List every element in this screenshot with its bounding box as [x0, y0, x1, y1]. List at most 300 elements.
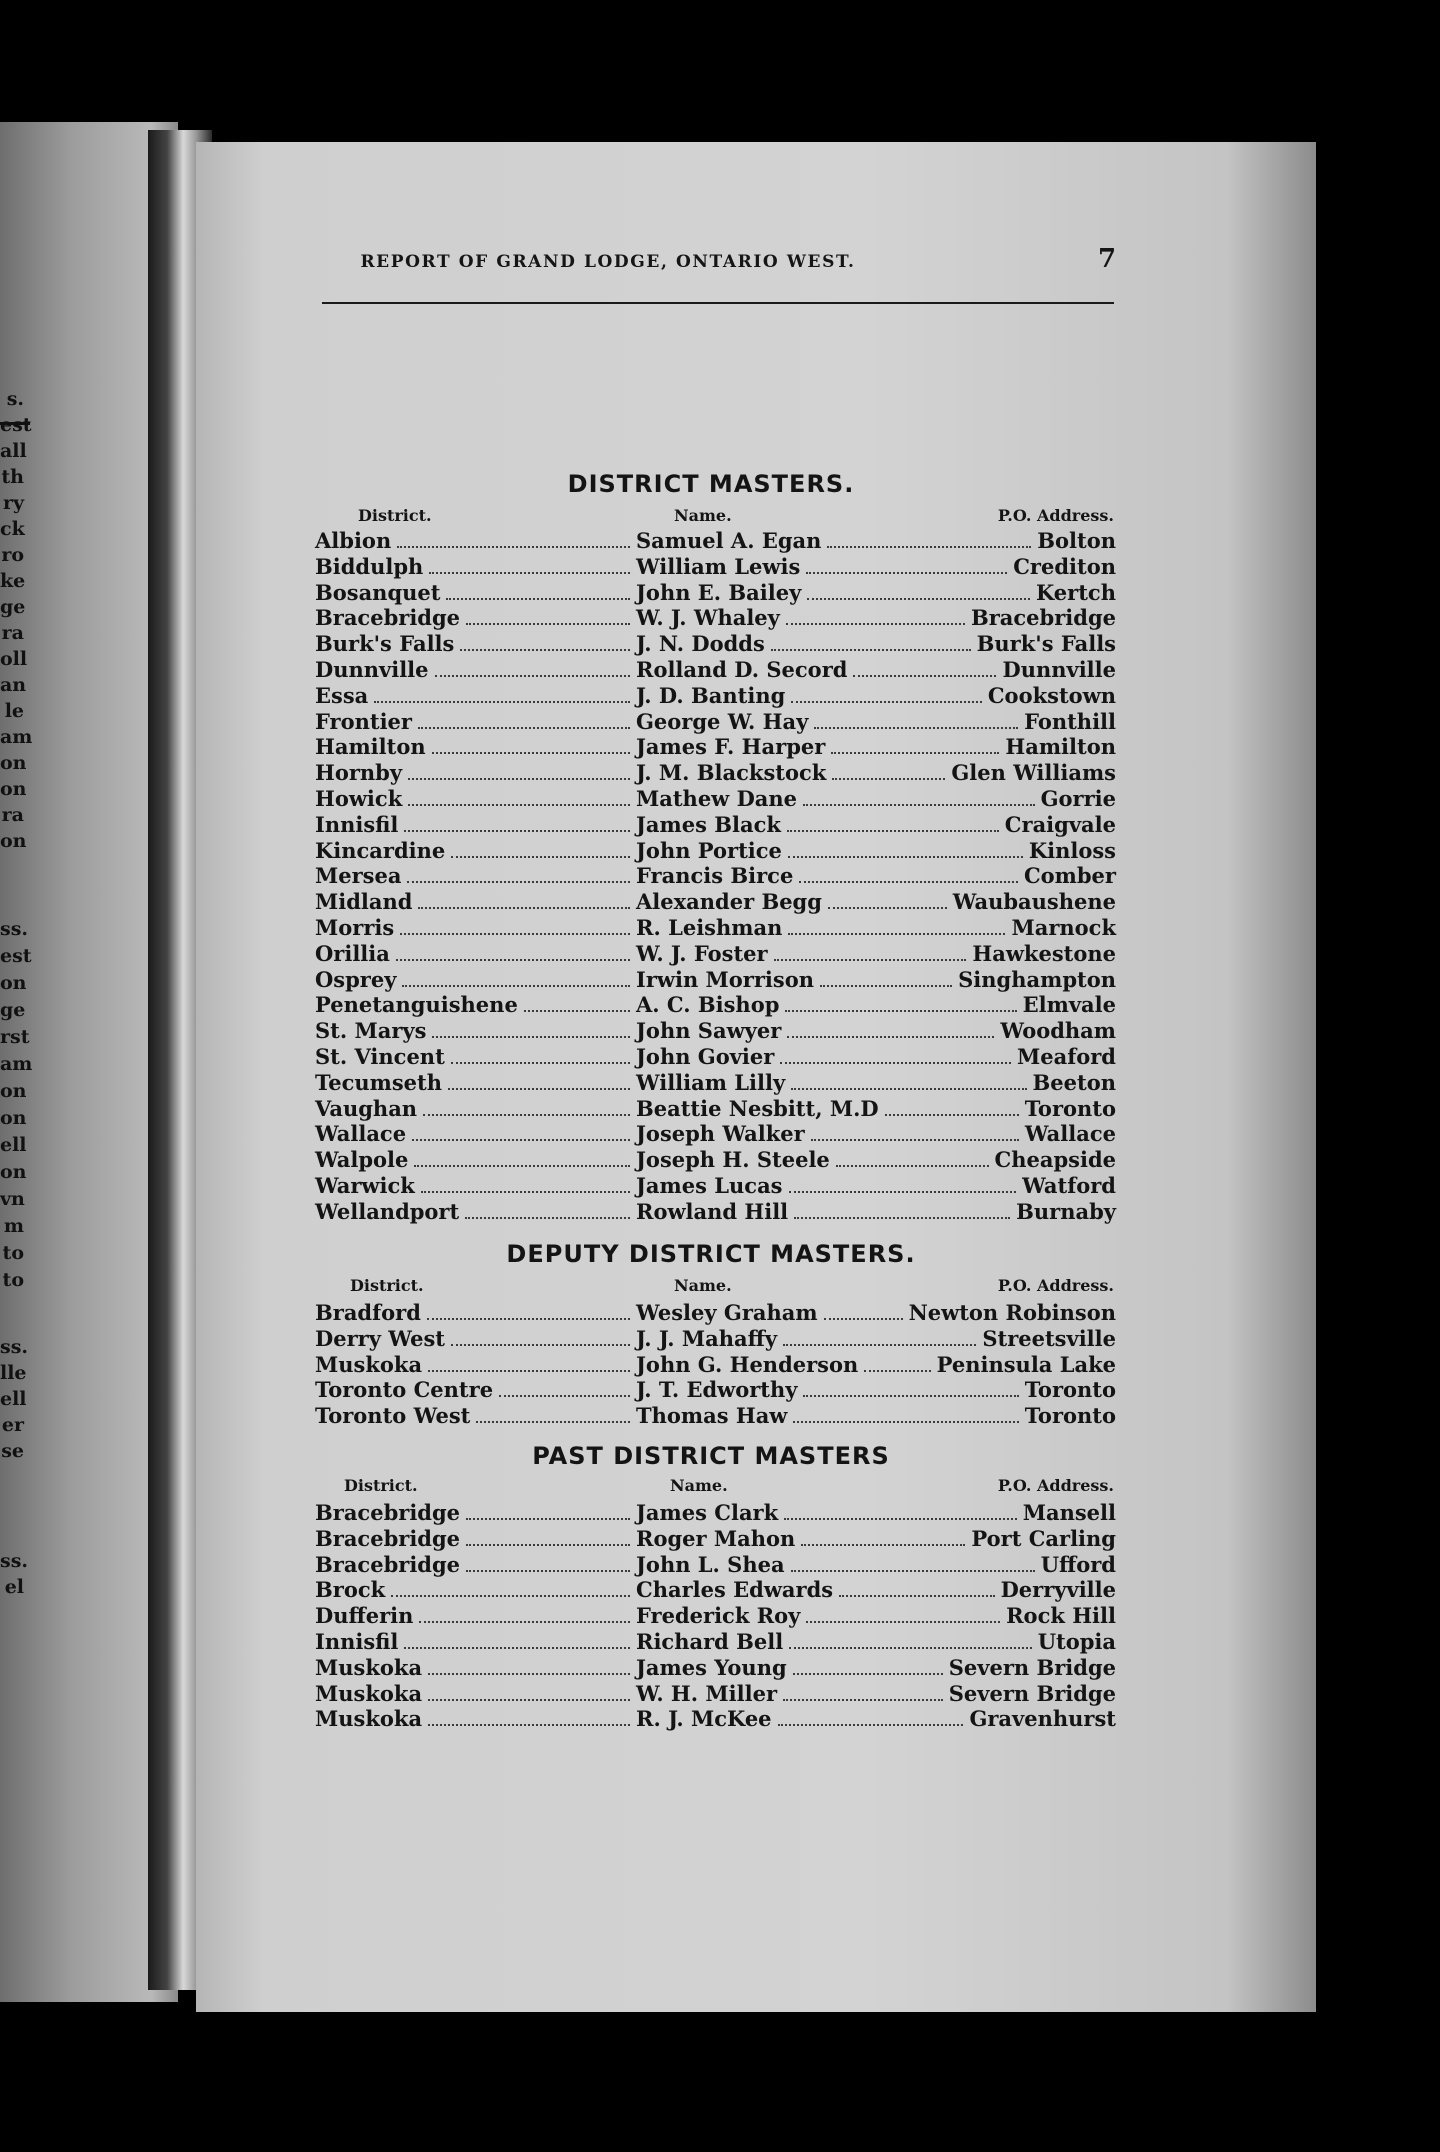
po-address: Elmvale — [1022, 992, 1116, 1018]
dot-leader — [853, 675, 996, 677]
po-address: Wallace — [1024, 1121, 1116, 1147]
column-header-name: Name. — [670, 1476, 728, 1495]
left-page-fragment: rst — [0, 1026, 30, 1048]
district-name: Vaughan — [315, 1095, 418, 1121]
district-name: Bracebridge — [315, 1500, 461, 1525]
left-page-fragment: ss. — [0, 918, 29, 940]
dot-leader — [423, 1114, 630, 1116]
dot-leader — [803, 804, 1035, 806]
dot-leader — [832, 778, 945, 780]
list-item — [300, 812, 1122, 838]
district-name: Orillia — [315, 940, 390, 966]
person-name: Francis Birce — [636, 863, 794, 889]
dot-leader — [780, 1062, 1011, 1064]
po-address: Derryville — [1000, 1577, 1116, 1603]
district-name: Tecumseth — [315, 1069, 443, 1095]
district-name: Midland — [315, 889, 413, 915]
person-name: J. J. Mahaffy — [636, 1325, 778, 1351]
dot-leader — [824, 1318, 903, 1320]
dot-leader — [435, 675, 630, 677]
person-name: James Black — [636, 811, 781, 837]
district-name: Albion — [315, 528, 392, 553]
list-item — [300, 605, 1122, 631]
dot-leader — [778, 1724, 963, 1726]
dot-leader — [466, 1544, 630, 1546]
dot-leader — [524, 1010, 630, 1012]
list-item — [300, 1577, 1122, 1603]
list-item — [300, 1070, 1122, 1096]
person-name: Wesley Graham — [636, 1300, 818, 1325]
dot-leader — [419, 1621, 630, 1623]
dot-leader — [466, 623, 630, 625]
column-headers-past-district-masters — [300, 1476, 1122, 1498]
person-name: J. T. Edworthy — [636, 1377, 798, 1403]
dot-leader — [421, 1191, 630, 1193]
po-address: Kertch — [1036, 579, 1116, 605]
list-item — [300, 1603, 1122, 1629]
dot-leader — [839, 1595, 995, 1597]
list-item — [300, 1655, 1122, 1681]
left-page-fragment: am — [0, 726, 33, 748]
dot-leader — [446, 598, 630, 600]
column-header-district: District. — [350, 1276, 424, 1295]
district-name: Warwick — [315, 1172, 415, 1198]
person-name: John Sawyer — [636, 1018, 782, 1044]
dot-leader — [465, 1217, 630, 1219]
po-address: Waubaushene — [952, 889, 1116, 915]
section-title-district-masters: DISTRICT MASTERS. — [567, 470, 855, 498]
list-item — [300, 992, 1122, 1018]
dot-leader — [427, 1318, 630, 1320]
left-page-fragment: ell — [0, 1134, 27, 1156]
po-address: Severn Bridge — [948, 1680, 1116, 1706]
person-name: Frederick Roy — [636, 1603, 801, 1629]
person-name: Beattie Nesbitt, M.D — [636, 1095, 879, 1121]
section-title-past-district-masters: PAST DISTRICT MASTERS — [532, 1442, 890, 1470]
person-name: John G. Henderson — [636, 1351, 859, 1377]
list-item — [300, 786, 1122, 812]
left-page-fragment: on — [0, 1161, 27, 1183]
dot-leader — [791, 1088, 1027, 1090]
po-address: Marnock — [1011, 914, 1116, 940]
dot-leader — [466, 1570, 630, 1572]
column-header-address: P.O. Address. — [997, 1476, 1114, 1495]
list-item — [300, 1377, 1122, 1403]
person-name: James Clark — [636, 1500, 779, 1525]
dot-leader — [783, 1699, 943, 1701]
district-masters-list — [300, 528, 1122, 1225]
dot-leader — [814, 727, 1018, 729]
column-header-name: Name. — [674, 1276, 732, 1295]
dot-leader — [791, 701, 982, 703]
po-address: Cookstown — [987, 682, 1116, 708]
po-address: Watford — [1022, 1172, 1116, 1198]
left-page-fragment: on — [0, 778, 27, 800]
column-header-address: P.O. Address. — [997, 1276, 1114, 1295]
po-address: Glen Williams — [951, 760, 1116, 786]
list-item — [300, 1096, 1122, 1122]
po-address: Hawkestone — [972, 940, 1116, 966]
po-address: Port Carling — [971, 1525, 1116, 1551]
dot-leader — [828, 907, 947, 909]
list-item — [300, 1526, 1122, 1552]
left-page-fragment: to — [2, 1269, 24, 1291]
po-address: Peninsula Lake — [936, 1351, 1116, 1377]
left-page-fragment: ge — [0, 999, 26, 1021]
left-page-fragment: lle — [0, 1362, 27, 1384]
dot-leader — [831, 752, 999, 754]
po-address: Woodham — [1000, 1018, 1116, 1044]
po-address: Gorrie — [1040, 785, 1116, 811]
dot-leader — [794, 1217, 1010, 1219]
dot-leader — [466, 1518, 630, 1520]
district-name: Howick — [315, 785, 403, 811]
po-address: Ufford — [1040, 1551, 1116, 1577]
list-item — [300, 1552, 1122, 1578]
dot-leader — [412, 1139, 630, 1141]
list-item — [300, 760, 1122, 786]
person-name: Roger Mahon — [636, 1525, 796, 1551]
po-address: Dunnville — [1002, 656, 1116, 682]
list-item — [300, 683, 1122, 709]
person-name: John Portice — [636, 837, 782, 863]
district-name: Bosanquet — [315, 579, 441, 605]
person-name: Charles Edwards — [636, 1577, 834, 1603]
list-item — [300, 734, 1122, 760]
dot-leader — [451, 856, 630, 858]
district-name: Innisfil — [315, 811, 399, 837]
person-name: George W. Hay — [636, 708, 809, 734]
person-name: Alexander Begg — [636, 889, 822, 915]
dot-leader — [451, 1062, 630, 1064]
running-head: REPORT OF GRAND LODGE, ONTARIO WEST. — [360, 252, 856, 272]
person-name: James F. Harper — [636, 734, 826, 760]
list-item — [300, 1352, 1122, 1378]
dot-leader — [460, 649, 630, 651]
po-address: Toronto — [1024, 1403, 1116, 1429]
dot-leader — [793, 1673, 943, 1675]
district-name: Muskoka — [315, 1680, 423, 1706]
person-name: Samuel A. Egan — [636, 528, 822, 553]
column-headers-deputy-district-masters — [300, 1276, 1122, 1298]
list-item — [300, 1629, 1122, 1655]
dot-leader — [391, 1595, 630, 1597]
po-address: Burnaby — [1016, 1198, 1116, 1224]
dot-leader — [885, 1114, 1019, 1116]
dot-leader — [448, 1088, 630, 1090]
dot-leader — [836, 1165, 989, 1167]
person-name: W. H. Miller — [636, 1680, 778, 1706]
person-name: Richard Bell — [636, 1628, 784, 1654]
dot-leader — [429, 572, 630, 574]
left-page-fragment: er — [1, 1414, 24, 1436]
person-name: J. M. Blackstock — [636, 760, 827, 786]
person-name: James Young — [636, 1654, 787, 1680]
district-name: Penetanguishene — [315, 992, 518, 1018]
po-address: Bracebridge — [970, 605, 1116, 631]
column-headers-district-masters — [300, 506, 1122, 528]
left-page-fragment: ss. — [0, 1336, 29, 1358]
district-name: Bracebridge — [315, 1525, 461, 1551]
district-name: Essa — [315, 682, 369, 708]
person-name: William Lilly — [636, 1069, 786, 1095]
po-address: Singhampton — [958, 966, 1116, 992]
left-page-fragment: ck — [0, 518, 25, 540]
person-name: Rowland Hill — [636, 1198, 789, 1224]
left-page-fragment: est — [0, 945, 32, 967]
dot-leader — [783, 1344, 976, 1346]
district-name: Brock — [315, 1577, 386, 1603]
person-name: John Govier — [636, 1043, 775, 1069]
left-page-fragment: ry — [2, 492, 24, 514]
list-item — [300, 1681, 1122, 1707]
dot-leader — [788, 933, 1005, 935]
po-address: Severn Bridge — [948, 1654, 1116, 1680]
po-address: Cheapside — [994, 1147, 1116, 1173]
left-page-fragment: on — [0, 1107, 27, 1129]
dot-leader — [404, 1647, 630, 1649]
person-name: Thomas Haw — [636, 1403, 788, 1429]
dot-leader — [476, 1421, 630, 1423]
list-item — [300, 941, 1122, 967]
left-page-fragment: ss. — [0, 1550, 29, 1572]
dot-leader — [864, 1370, 931, 1372]
left-page-fragment: ro — [1, 544, 24, 566]
dot-leader — [771, 649, 971, 651]
district-name: Muskoka — [315, 1351, 423, 1377]
page-number: 7 — [1098, 244, 1117, 274]
person-name: W. J. Foster — [636, 940, 768, 966]
dot-leader — [374, 701, 630, 703]
district-name: Wallace — [315, 1121, 407, 1147]
po-address: Toronto — [1024, 1095, 1116, 1121]
person-name: A. C. Bishop — [636, 992, 780, 1018]
left-page-fragment: se — [1, 1440, 24, 1462]
left-page-fragment: s. — [6, 388, 24, 410]
list-item — [300, 528, 1122, 554]
dot-leader — [414, 1165, 630, 1167]
left-page-fragment: el — [4, 1576, 24, 1598]
po-address: Gravenhurst — [969, 1706, 1116, 1732]
dot-leader — [428, 1724, 630, 1726]
left-page-fragment: ell — [0, 1388, 27, 1410]
po-address: Comber — [1023, 863, 1116, 889]
list-item — [300, 580, 1122, 606]
person-name: John L. Shea — [636, 1551, 785, 1577]
district-name: Hornby — [315, 760, 403, 786]
dot-leader — [786, 623, 965, 625]
column-header-district: District. — [344, 1476, 418, 1495]
po-address: Burk's Falls — [976, 631, 1116, 657]
person-name: Irwin Morrison — [636, 966, 814, 992]
left-page-fragment: le — [4, 700, 24, 722]
list-item — [300, 889, 1122, 915]
dot-leader — [827, 546, 1031, 548]
list-item — [300, 1173, 1122, 1199]
district-name: Hamilton — [315, 734, 426, 760]
person-name: James Lucas — [636, 1172, 783, 1198]
dot-leader — [397, 546, 630, 548]
person-name: W. J. Whaley — [636, 605, 780, 631]
dot-leader — [402, 985, 630, 987]
list-item — [300, 915, 1122, 941]
list-item — [300, 1326, 1122, 1352]
district-name: Frontier — [315, 708, 412, 734]
district-name: Biddulph — [315, 553, 424, 579]
dot-leader — [801, 1544, 965, 1546]
left-page-fragment: ra — [1, 622, 24, 644]
person-name: Joseph H. Steele — [636, 1147, 830, 1173]
po-address: Rock Hill — [1006, 1603, 1116, 1629]
district-name: St. Vincent — [315, 1043, 445, 1069]
left-page-fragment: ra — [1, 804, 24, 826]
person-name: R. Leishman — [636, 914, 783, 940]
dot-leader — [820, 985, 952, 987]
dot-leader — [418, 907, 630, 909]
dot-leader — [787, 830, 999, 832]
header-rule — [322, 302, 1114, 304]
dot-leader — [806, 572, 1007, 574]
list-item — [300, 709, 1122, 735]
dot-leader — [408, 778, 630, 780]
past-district-masters-list — [300, 1500, 1122, 1732]
po-address: Craigvale — [1004, 811, 1116, 837]
po-address: Hamilton — [1005, 734, 1116, 760]
dot-leader — [418, 727, 630, 729]
list-item — [300, 863, 1122, 889]
left-page-fragment: th — [1, 466, 24, 488]
dot-leader — [803, 1395, 1019, 1397]
list-item — [300, 657, 1122, 683]
left-page-fragment: oll — [0, 648, 28, 670]
po-address: Meaford — [1016, 1043, 1116, 1069]
left-page-fragment: ke — [0, 570, 26, 592]
dot-leader — [451, 1344, 630, 1346]
district-name: Innisfil — [315, 1628, 399, 1654]
po-address: Newton Robinson — [908, 1300, 1116, 1325]
dot-leader — [774, 959, 966, 961]
dot-leader — [811, 1139, 1019, 1141]
po-address: Streetsville — [982, 1325, 1116, 1351]
left-page-fragment: an — [0, 674, 27, 696]
district-name: St. Marys — [315, 1018, 427, 1044]
district-name: Muskoka — [315, 1654, 423, 1680]
dot-leader — [400, 933, 630, 935]
district-name: Toronto Centre — [315, 1377, 494, 1403]
dot-leader — [788, 856, 1023, 858]
dot-leader — [806, 1621, 1000, 1623]
person-name: Mathew Dane — [636, 785, 798, 811]
deputy-district-masters-list — [300, 1300, 1122, 1429]
person-name: R. J. McKee — [636, 1706, 772, 1732]
dot-leader — [499, 1395, 630, 1397]
list-item — [300, 838, 1122, 864]
po-address: Fonthill — [1024, 708, 1116, 734]
left-page-fragment: ge — [0, 596, 26, 618]
person-name: J. D. Banting — [636, 682, 786, 708]
column-header-district: District. — [358, 506, 432, 525]
po-address: Toronto — [1024, 1377, 1116, 1403]
list-item — [300, 1147, 1122, 1173]
dot-leader — [432, 1036, 630, 1038]
left-page-fragment: on — [0, 972, 27, 994]
person-name: Rolland D. Secord — [636, 656, 848, 682]
dot-leader — [807, 598, 1030, 600]
person-name: William Lewis — [636, 553, 801, 579]
dot-leader — [396, 959, 630, 961]
list-item — [300, 631, 1122, 657]
district-name: Derry West — [315, 1325, 445, 1351]
district-name: Muskoka — [315, 1706, 423, 1732]
po-address: Bolton — [1037, 528, 1116, 553]
district-name: Burk's Falls — [315, 631, 455, 657]
district-name: Dufferin — [315, 1603, 414, 1629]
dot-leader — [428, 1699, 630, 1701]
dot-leader — [785, 1010, 1017, 1012]
district-name: Dunnville — [315, 656, 429, 682]
district-name: Bracebridge — [315, 605, 461, 631]
district-name: Wellandport — [315, 1198, 460, 1224]
dot-leader — [404, 830, 630, 832]
list-item — [300, 554, 1122, 580]
left-page-fragment: am — [0, 1053, 33, 1075]
district-name: Bradford — [315, 1300, 421, 1325]
column-header-name: Name. — [674, 506, 732, 525]
district-name: Bracebridge — [315, 1551, 461, 1577]
list-item — [300, 967, 1122, 993]
left-page-fragment: to — [2, 1242, 24, 1264]
dot-leader — [432, 752, 630, 754]
list-item — [300, 1706, 1122, 1732]
dot-leader — [789, 1647, 1032, 1649]
dot-leader — [428, 1370, 630, 1372]
left-page-fragment: all — [0, 440, 27, 462]
dot-leader — [793, 1421, 1019, 1423]
dot-leader — [789, 1191, 1016, 1193]
left-page-fragment: est — [0, 414, 32, 436]
section-title-deputy-district-masters: DEPUTY DISTRICT MASTERS. — [506, 1240, 916, 1268]
dot-leader — [787, 1036, 994, 1038]
po-address: Utopia — [1037, 1628, 1116, 1654]
po-address: Mansell — [1022, 1500, 1116, 1525]
district-name: Osprey — [315, 966, 397, 992]
district-name: Kincardine — [315, 837, 446, 863]
po-address: Kinloss — [1028, 837, 1116, 863]
list-item — [300, 1500, 1122, 1526]
list-item — [300, 1403, 1122, 1429]
district-name: Morris — [315, 914, 395, 940]
po-address: Beeton — [1032, 1069, 1116, 1095]
person-name: J. N. Dodds — [636, 631, 765, 657]
person-name: Joseph Walker — [636, 1121, 805, 1147]
list-item — [300, 1121, 1122, 1147]
dot-leader — [791, 1570, 1035, 1572]
dot-leader — [407, 881, 630, 883]
district-name: Mersea — [315, 863, 402, 889]
left-page-fragment: on — [0, 1080, 27, 1102]
po-address: Crediton — [1013, 553, 1116, 579]
list-item — [300, 1018, 1122, 1044]
column-header-address: P.O. Address. — [997, 506, 1114, 525]
person-name: John E. Bailey — [636, 579, 802, 605]
list-item — [300, 1044, 1122, 1070]
list-item — [300, 1199, 1122, 1225]
dot-leader — [799, 881, 1018, 883]
dot-leader — [428, 1673, 630, 1675]
dot-leader — [784, 1518, 1017, 1520]
list-item — [300, 1300, 1122, 1326]
left-page-fragment: on — [0, 830, 27, 852]
